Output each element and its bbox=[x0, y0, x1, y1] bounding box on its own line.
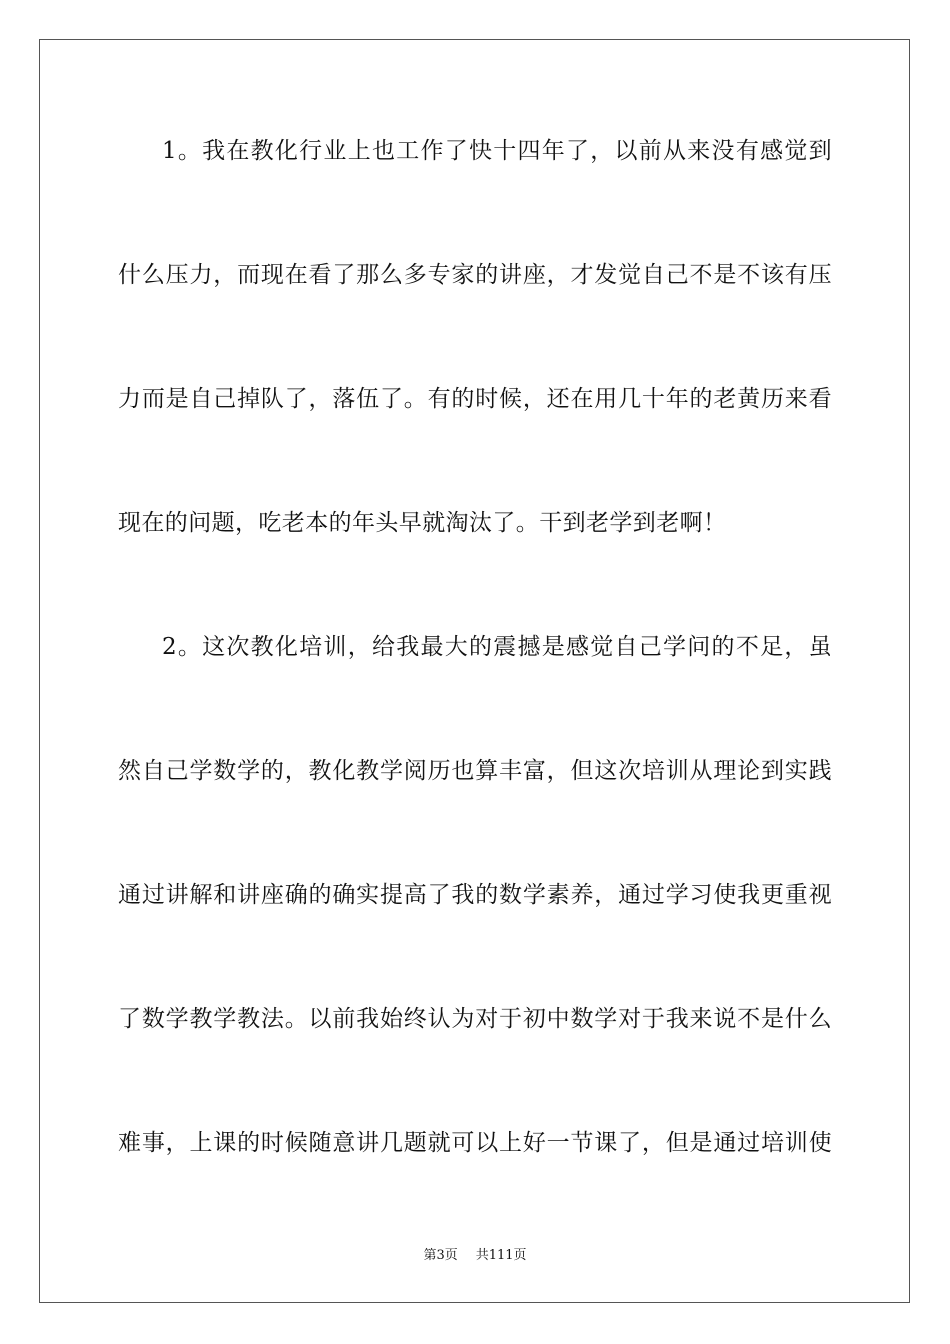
paragraph-1-line-3: 力而是自己掉队了，落伍了。有的时候，还在用几十年的老黄历来看 bbox=[118, 386, 832, 412]
paragraph-1-line-2: 什么压力，而现在看了那么多专家的讲座，才发觉自己不是不该有压 bbox=[118, 262, 832, 288]
total-pages: 共111页 bbox=[475, 1248, 527, 1263]
paragraph-2-line-5: 难事，上课的时候随意讲几题就可以上好一节课了，但是通过培训使 bbox=[118, 1130, 832, 1156]
paragraph-1-line-1: 1。我在教化行业上也工作了快十四年了，以前从来没有感觉到 bbox=[162, 138, 832, 164]
paragraph-2-line-2: 然自己学数学的，教化教学阅历也算丰富，但这次培训从理论到实践 bbox=[118, 758, 832, 784]
paragraph-2-line-1: 2。这次教化培训，给我最大的震撼是感觉自己学问的不足，虽 bbox=[162, 634, 832, 660]
paragraph-2-line-4: 了数学教学教法。以前我始终认为对于初中数学对于我来说不是什么 bbox=[118, 1006, 832, 1032]
paragraph-1-line-4: 现在的问题，吃老本的年头早就淘汰了。干到老学到老啊！ bbox=[118, 510, 727, 536]
page-footer bbox=[0, 1248, 950, 1264]
page-number: 第3页 bbox=[423, 1248, 458, 1263]
page-border bbox=[39, 39, 910, 1303]
paragraph-2-line-3: 通过讲解和讲座确的确实提高了我的数学素养，通过学习使我更重视 bbox=[118, 882, 832, 908]
